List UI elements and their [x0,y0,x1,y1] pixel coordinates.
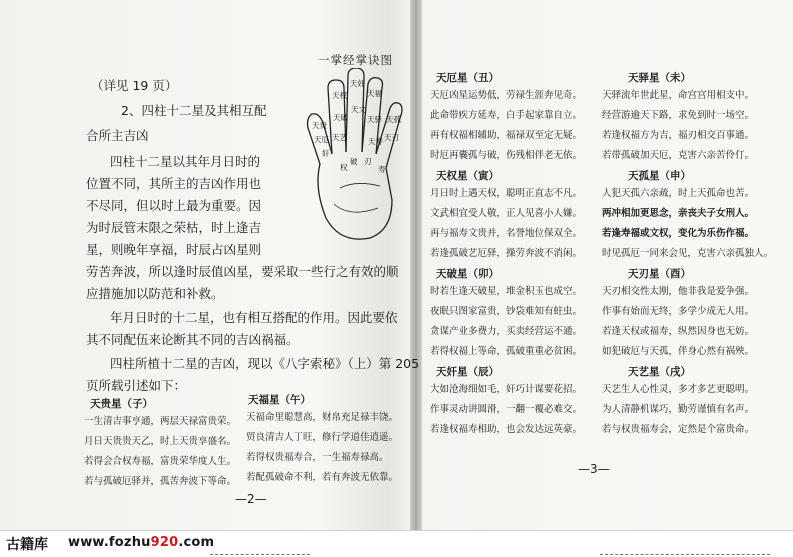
text-line: （详见 19 页） [91,78,178,93]
finger-label: 天寿 [368,137,383,146]
star-title: 天奸星（辰） [436,366,499,378]
palm-label: 权 [340,163,348,172]
text-line: 劳苦奔波，所以逢时辰值凶星，要采取一些行之有效的顺 [86,264,399,279]
figure-title: 一掌经掌诀图 [318,53,393,67]
finger-label: 天文 [351,105,366,114]
poem-line: 时若生逢天破星，堆金积玉也成空。 [430,286,583,297]
finger-label: 天驿 [367,115,382,124]
site-url-number: 920 [150,535,179,550]
poem-line: 月日天贵贵天乙，时上天贵享盛名。 [84,436,237,447]
text-line: 应措施加以防范和补救。 [86,286,224,301]
text-line: 位置不同，其所主的吉凶作用也 [86,176,262,191]
finger-label: 天孤 [386,115,401,124]
poem-line: 时见孤厄一同来会见，克害六亲孤独人。 [602,248,774,259]
poem-line: 若与孤破厄驿并，孤苦奔波下等命。 [84,476,237,487]
poem-line: 若带孤破加天厄，克害六亲苦伶仃。 [602,150,755,161]
right-page [428,0,780,530]
poem-line: 贪谋产业多费力，买卖经营运不通。 [430,326,583,337]
finger-label: 天刃 [384,133,399,142]
site-url[interactable] [68,535,214,550]
poem-line: 若得权贵福寿合，一生福寿禄高。 [246,452,389,463]
poem-line: 再与福寿文贵并，名誉地位保双全。 [430,228,583,239]
palm-label: 破 [350,157,358,166]
poem-line: 若得会合权寿福，富贵荣华度人生。 [84,456,237,467]
section-heading: 2、四柱十二星及其相互配 [121,103,267,118]
poem-line: 两冲相加更思念，亲丧夫子女刑人。 [602,208,755,219]
poem-title: 天贵星（子） [90,398,153,410]
poem-line: 经营游逾天下路，求免到时一场空。 [602,110,755,121]
poem-line: 若逢孤破艺厄驿，操劳奔波不消闲。 [430,248,583,259]
poem-line: 如犯破厄与天孤，伴身心然有祸殃。 [602,346,755,357]
finger-label: 天福 [367,89,382,98]
finger-label: 天贵 [312,121,327,130]
poem-line: 若逢天权或福寿，纵然因身也无妨。 [602,326,755,337]
poem-line: 为人清静机谋巧，勤劳谨慎有名声。 [602,404,755,415]
poem-line: 夜眠只图家富贵，钞袋难知有蛀虫。 [430,306,583,317]
finger-label: 天奸 [350,79,365,88]
page-number: —3— [578,462,610,476]
poem-line: 月日时上遇天权，聪明正直志不凡。 [430,188,583,199]
star-title: 天权星（寅） [436,170,499,182]
poem-line: 作事有始而无终，多学少成无人用。 [602,306,755,317]
palm-diagram-icon [300,68,412,244]
poem-line: 天艺生人心性灵，多才多艺更聪明。 [602,384,755,395]
palm-label: 刃 [364,157,372,166]
text-line: 四柱所植十二星的吉凶，现以《八字索秘》（上）第 205 [110,356,420,371]
finger-label: 天破 [333,113,348,122]
text-line: 年月日时的十二星，也有相互搭配的作用。因此要依 [110,310,398,325]
poem-line: 再有权福相辅助，福禄双至定无疑。 [430,130,583,141]
poem-line: 贸良清吉人丁旺，修行学道佳逍遥。 [246,432,399,443]
poem-line: 若逢权福方为吉，福刃相交百事通。 [602,130,755,141]
poem-line: 人犯天孤六亲疏，时上天孤命也苦。 [602,188,755,199]
star-title: 天驿星（未） [628,72,691,84]
text-line: 其不同配伍来论断其不同的吉凶祸福。 [86,332,299,347]
site-url-suffix: .com [178,535,215,550]
divider [210,554,310,555]
finger-label: 天权 [332,91,347,100]
poem-title: 天福星（午） [248,394,311,406]
finger-label: 天艺 [332,133,347,142]
text-line: 为时辰管末限之荣枯，时上逢吉 [86,220,262,235]
poem-line: 大如沧海细如毛，奸巧计谋要花招。 [430,384,583,395]
poem-line: 此命带疾方延寿，白手起家靠自立。 [430,110,583,121]
text-line: 星，则晚年享福，时辰占凶星则 [86,242,262,257]
poem-line: 若逢寿福或文权，变化为乐伤作福。 [602,228,755,239]
poem-line: 文武相宜受人敬，正人见喜小人嫌。 [430,208,583,219]
site-brand: 古籍库 [6,537,48,553]
text-line: 四柱十二星以其年月日时的 [110,154,261,169]
section-heading: 合所主吉凶 [86,128,149,143]
poem-line: 若得权福上等命，孤破重重必贫困。 [430,346,583,357]
divider [600,554,770,555]
star-title: 天厄星（丑） [436,72,499,84]
site-watermark-bar [0,530,793,557]
poem-line: 天刃相交性太刚，他非我是爱争强。 [602,286,755,297]
text-line: 不尽同，但以时上最为重要。因 [86,198,262,213]
poem-line: 天福命里聪慧高，财帛充足禄丰饶。 [246,412,399,423]
finger-label: 天厄 [314,135,329,144]
star-title: 天破星（卯） [436,268,499,280]
poem-line: 若配孤破命不利，若有奔波无依靠。 [246,472,399,483]
poem-line: 时厄再囊孤与破，伤残相伴老无依。 [430,150,583,161]
palm-label: 奸 [322,149,330,158]
text-line: 页所载引述如下： [86,378,187,393]
poem-line: 若逢权福寿相助，也会发达远英豪。 [430,424,583,435]
poem-line: 若与权贵福寿会，定然是个富贵命。 [602,424,755,435]
left-page [18,0,420,530]
star-title: 天艺星（戌） [628,366,691,378]
poem-line: 天厄凶星运势低，劳禄生涯奔见奇。 [430,90,583,101]
poem-line: 作事灵动讲圆滑，一翻一覆必难交。 [430,404,583,415]
star-title: 天刃星（酉） [628,268,691,280]
palm-label: 寿 [378,165,386,174]
site-url-prefix: www.fozhu [68,535,151,550]
poem-line: 一生清吉事亨通，两层天禄富贵荣。 [84,416,237,427]
page-number: —2— [235,492,267,506]
poem-line: 天驿流年世此星，命宫宫用相支中。 [602,90,755,101]
star-title: 天孤星（申） [628,170,691,182]
